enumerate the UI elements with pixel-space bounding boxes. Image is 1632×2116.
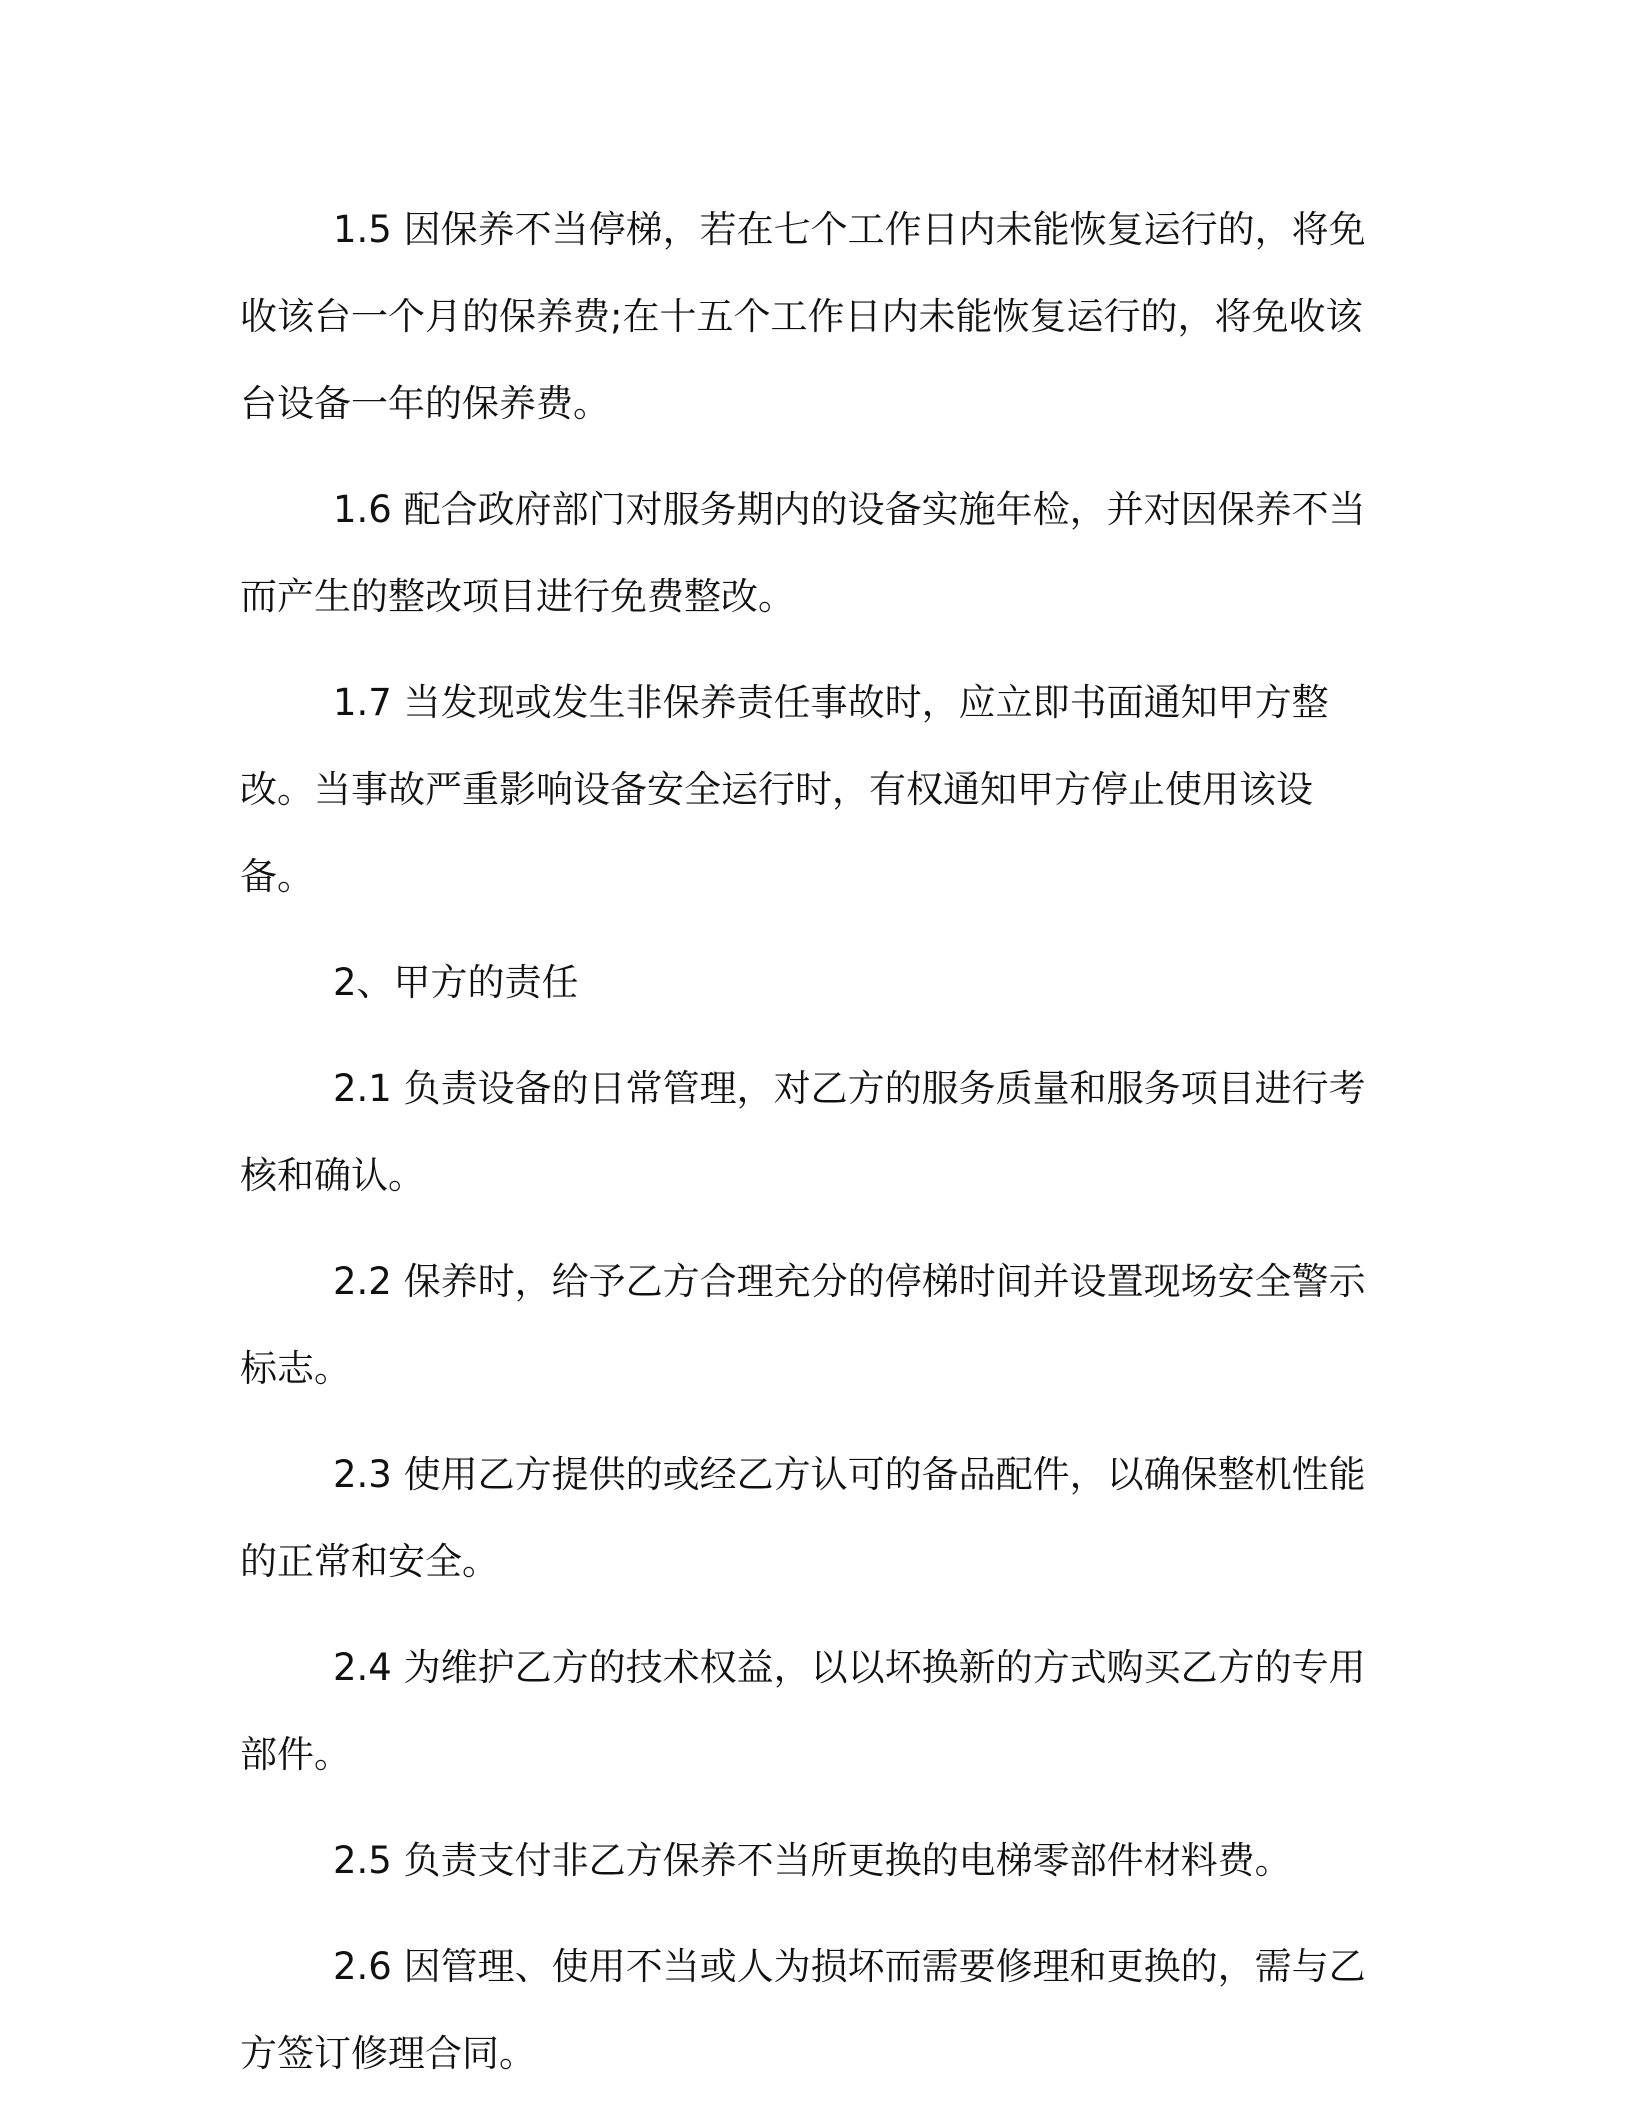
clause-1-5: 1.5 因保养不当停梯，若在七个工作日内未能恢复运行的，将免收该台一个月的保养费;在十五个工作日内未能恢复运行的，将免收该台设备一年的保养费。 bbox=[240, 208, 1366, 425]
clause-1-7: 1.7 当发现或发生非保养责任事故时，应立即书面通知甲方整改。当事故严重影响设备安全运行时，有权通知甲方停止使用该设备。 bbox=[240, 681, 1329, 898]
clause-2-3: 2.3 使用乙方提供的或经乙方认可的备品配件，以确保整机性能的正常和安全。 bbox=[240, 1453, 1366, 1583]
clause-2-1: 2.1 负责设备的日常管理，对乙方的服务质量和服务项目进行考核和确认。 bbox=[240, 1067, 1366, 1197]
clause-2-4: 2.4 为维护乙方的技术权益，以以坏换新的方式购买乙方的专用部件。 bbox=[240, 1646, 1366, 1776]
clause-2-6: 2.6 因管理、使用不当或人为损坏而需要修理和更换的，需与乙方签订修理合同。 bbox=[240, 1945, 1366, 2075]
document-body bbox=[240, 186, 1380, 2116]
clause-2-5: 2.5 负责支付非乙方保养不当所更换的电梯零部件材料费。 bbox=[333, 1839, 1292, 1882]
clause-2-2: 2.2 保养时，给予乙方合理充分的停梯时间并设置现场安全警示标志。 bbox=[240, 1260, 1366, 1390]
section-2-heading: 2、甲方的责任 bbox=[333, 961, 579, 1004]
clause-1-6: 1.6 配合政府部门对服务期内的设备实施年检，并对因保养不当而产生的整改项目进行免费整改。 bbox=[240, 488, 1366, 618]
